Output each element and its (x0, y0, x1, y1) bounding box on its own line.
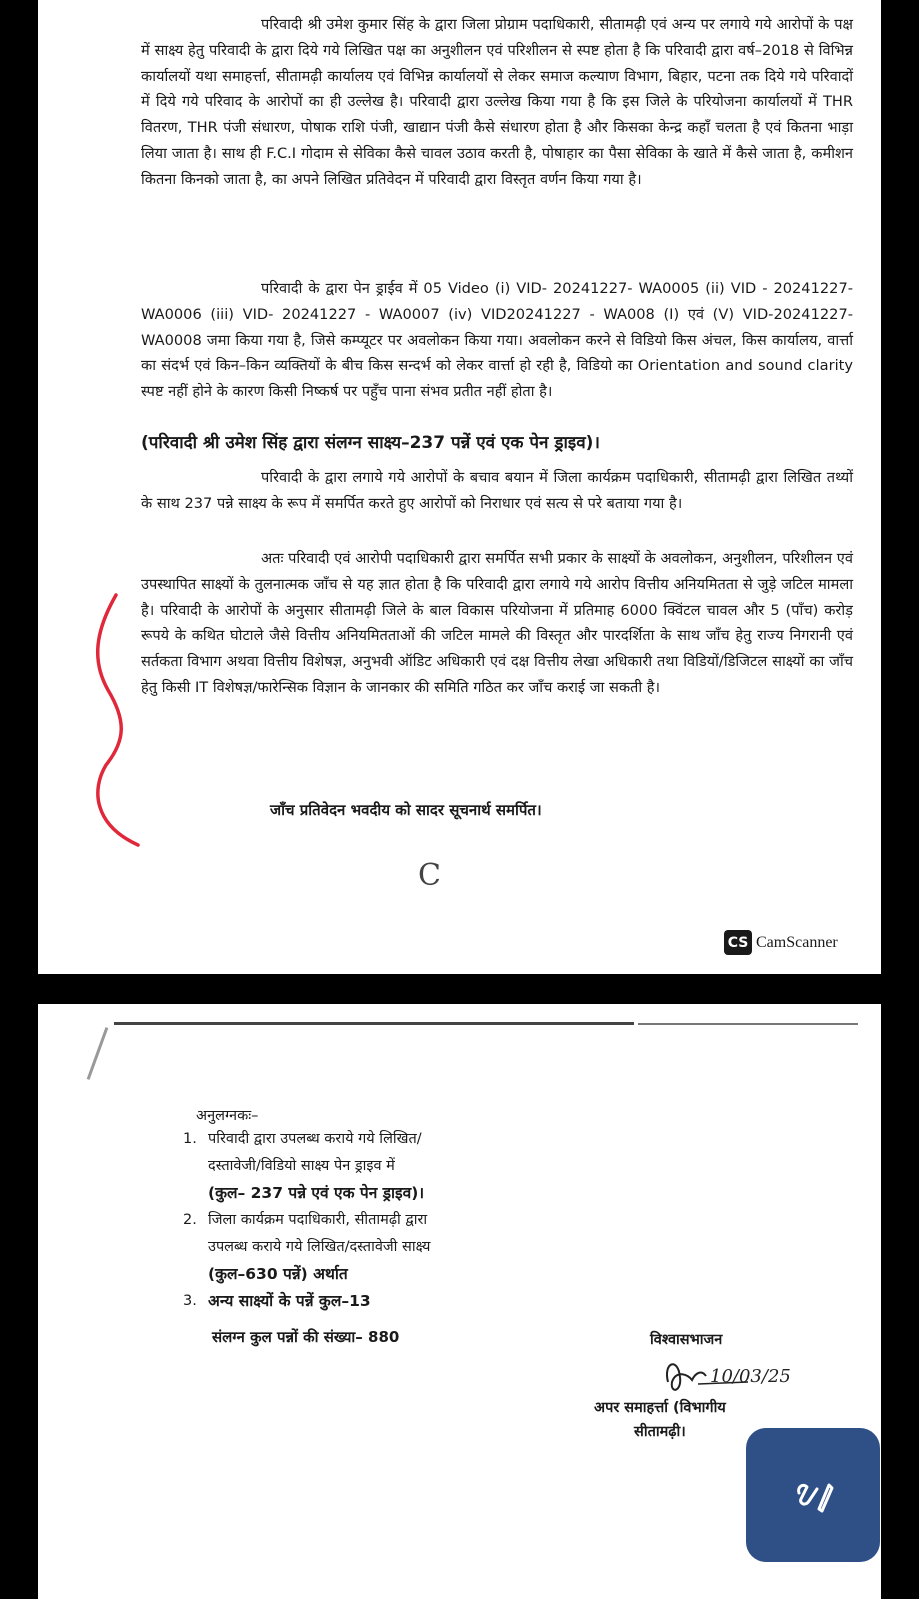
paragraph-complaint-review: परिवादी श्री उमेश कुमार सिंह के द्वारा जिला प्रोग्राम पदाधिकारी, सीतामढ़ी एवं अन्य पर लगाये गये आरोपों के पक्ष में साक्ष्य हेतु परिवादी के द्वारा दिये गये लिखित पक्ष का अनुशीलन एवं परिशीलन से स्पष्ट होता है कि परिवादी द्वारा वर्ष–2018 से विभिन्न कार्यालयों यथा समाहर्त्ता, सीतामढ़ी कार्यालय एवं विभिन्न कार्यालयों से लेकर समाज कल्याण विभाग, बिहार, पटना तक दिये गये परिवादों में दिये गये परिवाद के आरोपों का ही उल्लेख है। परिवादी द्वारा उल्लेख किया गया है कि इस जिले के परियोजना कार्यालयों में THR वितरण, THR पंजी संधारण, पोषाक राशि पंजी, खाद्यान पंजी कैसे संधारण होता है और किसका केन्द्र कहाँ चलता है एवं कितना भाड़ा लिया जाता है। साथ ही F.C.I गोदाम से सेविका कैसे चावल उठाव करती है, पोषाहार का पैसा सेविका के खाते में कैसे जाता है, कमीशन कितना किनको जाता है, का अपने लिखित प्रतिवेदन में परिवादी द्वारा विस्तृत वर्णन किया गया है। (141, 16, 853, 188)
annexure-item: 2. जिला कार्यक्रम पदाधिकारी, सीतामढ़ी द्वारा उपलब्ध कराये गये लिखित/दस्तावेजी साक्ष्य (कुल–630 पन्नें) अर्थात (183, 1212, 431, 1283)
signature-salutation: विश्वासभाजन (650, 1332, 723, 1348)
annexure-title: अनुलग्नकः– (196, 1108, 259, 1124)
total-pages: संलग्न कुल पन्नों की संख्या– 880 (212, 1328, 400, 1346)
svg-text:10/03/25: 10/03/25 (710, 1366, 791, 1387)
scan-edge-line-2 (638, 1023, 858, 1025)
handwritten-signature (658, 1352, 808, 1402)
paragraph-conclusion: अतः परिवादी एवं आरोपी पदाधिकारी द्वारा समर्पित सभी प्रकार के साक्ष्यों के अवलोकन, अनुशीलन, परिशीलन एवं उपस्थापित साक्ष्यों के तुलनात्मक जाँच से यह ज्ञात होता है कि परिवादी द्वारा लगाये गये आरोप वित्तीय अनियमितता से जुड़े जटिल मामला है। परिवादी के आरोपों के अनुसार सीतामढ़ी जिले के बाल विकास परियोजना में प्रतिमाह 6000 क्विंटल चावल और 5 (पाँच) करोड़ रूपये के कथित घोटाले जैसे वित्तीय अनियमितताओं की जटिल मामले की विस्तृत और पारदर्शिता के साथ जाँच हेतु राज्य निगरानी एवं सर्तकता विभाग अथवा वित्तीय विशेषज्ञ, अनुभवी ऑडिट अधिकारी एवं दक्ष वित्तीय लेखा अधिकारी तथा विडियों/डिजिटल साक्ष्यों का जाँच हेतु किसी IT विशेषज्ञ/फारेन्सिक विज्ञान के जानकार की समिति गठित कर जाँच कराई जा सकती है। (141, 550, 853, 696)
camscanner-logo-icon: CS (724, 930, 752, 955)
camscanner-label: CamScanner (756, 933, 838, 951)
edit-pen-icon (791, 1473, 835, 1517)
signatory-designation: अपर समाहर्त्ता (विभागीय सीतामढ़ी। (594, 1400, 726, 1440)
paragraph-video-evidence: परिवादी के द्वारा पेन ड्राईव में 05 Video (i) VID- 20241227- WA0005 (ii) VID - 20241227- WA0006 (iii) VID- 20241227 - WA0007 (iv) VID20241227 - WA008 (I) एवं (V) VID-20241227-WA0008 जमा किया गया है, जिसे कम्प्यूटर पर अवलोकन किया गया। अवलोकन करने से विडियो किस अंचल, किस कार्यालय, वार्त्ता का संदर्भ एवं किन–किन व्यक्तियों के बीच किस सन्दर्भ को लेकर वार्त्ता हो रही है, विडियो का Orientation and sound clarity स्पष्ट नहीं होने के कारण किसी निष्कर्ष पर पहुँच पाना संभव प्रतीत नहीं होता है। (141, 280, 853, 401)
paragraph-defense: परिवादी के द्वारा लगाये गये आरोपों के बचाव बयान में जिला कार्यक्रम पदाधिकारी, सीतामढ़ी द्वारा लिखित तथ्यों के साथ 237 पन्ने साक्ष्य के रूप में समर्पित करते हुए आरोपों को निराधार एवं सत्य से परे बताया गया है। (141, 469, 853, 512)
evidence-heading: (परिवादी श्री उमेश सिंह द्वारा संलग्न साक्ष्य–237 पन्नें एवं एक पेन ड्राइव)। (141, 433, 600, 453)
red-bracket-annotation (86, 590, 146, 850)
edit-fab-button[interactable] (746, 1428, 880, 1562)
scan-edge-line (114, 1022, 634, 1025)
scan-edge-mark (87, 1027, 109, 1080)
annexure-item: 1. परिवादी द्वारा उपलब्ध कराये गये लिखित/ दस्तावेजी/विडियो साक्ष्य पेन ड्राइव में (कुल– 237 पन्ने एवं एक पेन ड्राइव)। (183, 1131, 425, 1202)
annexure-item: 3. अन्य साक्ष्यों के पन्नें कुल–13 (183, 1292, 371, 1310)
camscanner-badge (724, 930, 838, 955)
closing-line: जाँच प्रतिवेदन भवदीय को सादर सूचनार्थ समर्पित। (270, 801, 542, 819)
document-page-1 (38, 0, 881, 974)
annexure-list (183, 1126, 583, 1315)
handwritten-initial: C (418, 858, 441, 893)
